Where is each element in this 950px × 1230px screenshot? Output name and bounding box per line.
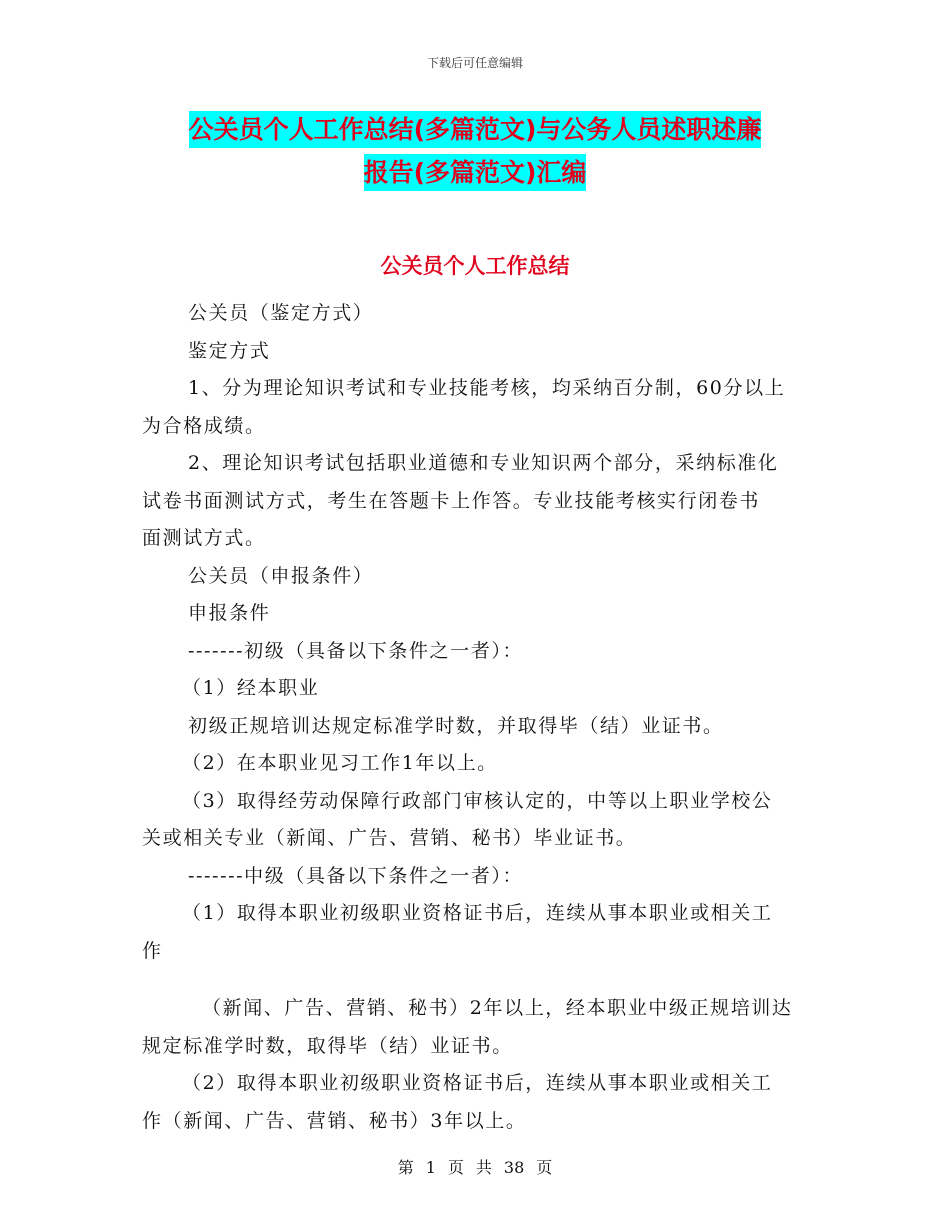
body-line: 为合格成绩。 xyxy=(142,414,266,437)
body-line: （2）取得本职业初级职业资格证书后，连续从事本职业或相关工 xyxy=(182,1072,773,1094)
body-line: （新闻、广告、营销、秘书）2年以上，经本职业中级正规培训达 xyxy=(202,997,793,1019)
page-total: 38 xyxy=(503,1158,525,1177)
page-label: 第 xyxy=(397,1158,414,1177)
body-line: 2、理论知识考试包括职业道德和专业知识两个部分，采纳标准化 xyxy=(188,452,779,474)
body-line: 初级正规培训达规定标准学时数，并取得毕（结）业证书。 xyxy=(188,714,724,737)
body-line: 试卷书面测试方式，考生在答题卡上作答。专业技能考核实行闭卷书 xyxy=(142,489,761,512)
body-line: 作（新闻、广告、营销、秘书）3年以上。 xyxy=(142,1109,527,1132)
body-line: 公关员（申报条件） xyxy=(188,564,374,587)
page-suffix: 页 xyxy=(536,1158,553,1177)
body-line: -------初级（具备以下条件之一者）： xyxy=(188,639,524,662)
header-note: 下载后可任意编辑 xyxy=(426,56,523,70)
total-label: 共 xyxy=(475,1158,492,1177)
section-title: 公关员个人工作总结 xyxy=(380,254,570,278)
body-line: （3）取得经劳动保障行政部门审核认定的，中等以上职业学校公 xyxy=(182,789,773,812)
page-footer xyxy=(0,1155,950,1178)
body-line: 1、分为理论知识考试和专业技能考核，均采纳百分制，60分以上 xyxy=(188,377,786,399)
body-line: 公关员（鉴定方式） xyxy=(188,302,374,324)
document-title-line-1: 公关员个人工作总结(多篇范文)与公务人员述职述廉 xyxy=(0,115,950,145)
body-line: -------中级（具备以下条件之一者）： xyxy=(188,864,524,887)
document-body xyxy=(142,295,814,1140)
body-line: （2）在本职业见习工作1年以上。 xyxy=(182,752,498,774)
document-title-line-2: 报告(多篇范文)汇编 xyxy=(0,158,950,188)
body-line: 申报条件 xyxy=(188,602,271,624)
body-line: 作 xyxy=(142,939,163,962)
body-line: 规定标准学时数，取得毕（结）业证书。 xyxy=(142,1034,513,1057)
page-mid: 页 xyxy=(447,1158,464,1177)
body-line: 面测试方式。 xyxy=(142,527,266,549)
body-line: 关或相关专业（新闻、广告、营销、秘书）毕业证书。 xyxy=(142,827,637,849)
body-line: （1）经本职业 xyxy=(182,677,320,699)
body-line: 鉴定方式 xyxy=(188,339,271,362)
page-current: 1 xyxy=(425,1158,436,1177)
body-line: （1）取得本职业初级职业资格证书后，连续从事本职业或相关工 xyxy=(182,902,773,924)
